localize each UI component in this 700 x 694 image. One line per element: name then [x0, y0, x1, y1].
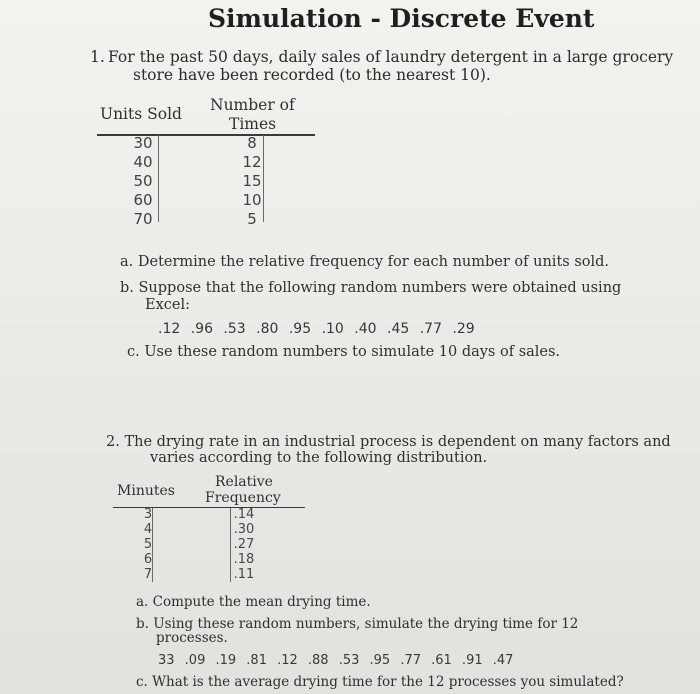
q1-table-left-bar [158, 135, 159, 222]
q2-part-b-line2: processes. [156, 630, 228, 646]
table-cell: 5 [143, 537, 153, 552]
table-cell: 15 [242, 172, 262, 190]
q1-text-line2: store have been recorded (to the nearest 10). [133, 66, 491, 84]
q2-header-frequency: Frequency [205, 490, 281, 506]
q1-random-numbers: .12 .96 .53 .80 .95 .10 .40 .45 .77 .29 [158, 321, 475, 337]
q2-text-line2: varies according to the following distribution. [150, 450, 488, 466]
table-cell: 70 [133, 210, 153, 228]
table-cell: 5 [247, 210, 257, 228]
table-cell: .11 [233, 567, 255, 582]
q2-header-relative: Relative [215, 474, 273, 490]
table-cell: 30 [133, 134, 153, 152]
q1-part-a: a. Determine the relative frequency for each number of units sold. [120, 254, 610, 270]
q1-text-line1: For the past 50 days, daily sales of laundry detergent in a large grocery [108, 48, 674, 66]
table-cell: 12 [242, 153, 262, 171]
table-cell: 40 [133, 153, 153, 171]
q1-part-c: c. Use these random numbers to simulate 10 days of sales. [127, 344, 561, 360]
q1-header-units-sold: Units Sold [100, 105, 182, 123]
table-cell: 50 [133, 172, 153, 190]
q1-number: 1. [90, 48, 105, 66]
q1-header-number-of: Number of [210, 96, 295, 114]
q2-part-b-line1: b. Using these random numbers, simulate the drying time for 12 [136, 616, 579, 632]
table-cell: .18 [233, 552, 255, 567]
q2-minutes-column [141, 507, 155, 582]
table-cell: 7 [143, 567, 153, 582]
table-cell: 8 [247, 134, 257, 152]
q1-header-times: Times [229, 115, 277, 133]
table-cell: .30 [233, 522, 255, 537]
q1-times-column [238, 134, 266, 229]
table-cell: .27 [233, 537, 255, 552]
q2-part-a: a. Compute the mean drying time. [136, 594, 371, 610]
table-cell: 6 [143, 552, 153, 567]
table-cell: 10 [242, 191, 262, 209]
q1-part-b-line1: b. Suppose that the following random numbers were obtained using [120, 280, 622, 296]
q2-frequency-column [230, 507, 258, 582]
q2-part-c: c. What is the average drying time for the 12 processes you simulated? [136, 674, 624, 690]
table-cell: 3 [143, 507, 153, 522]
table-cell: 4 [143, 522, 153, 537]
q2-header-minutes: Minutes [117, 483, 175, 499]
q1-units-column [130, 134, 156, 229]
page-title: Simulation - Discrete Event [208, 4, 595, 33]
q1-part-b-line2: Excel: [145, 297, 190, 313]
q2-random-numbers: 33 .09 .19 .81 .12 .88 .53 .95 .77 .61 .91 .47 [158, 653, 514, 668]
q2-text-line1: 2. The drying rate in an industrial process is dependent on many factors and [106, 434, 671, 450]
table-cell: .14 [233, 507, 255, 522]
table-cell: 60 [133, 191, 153, 209]
